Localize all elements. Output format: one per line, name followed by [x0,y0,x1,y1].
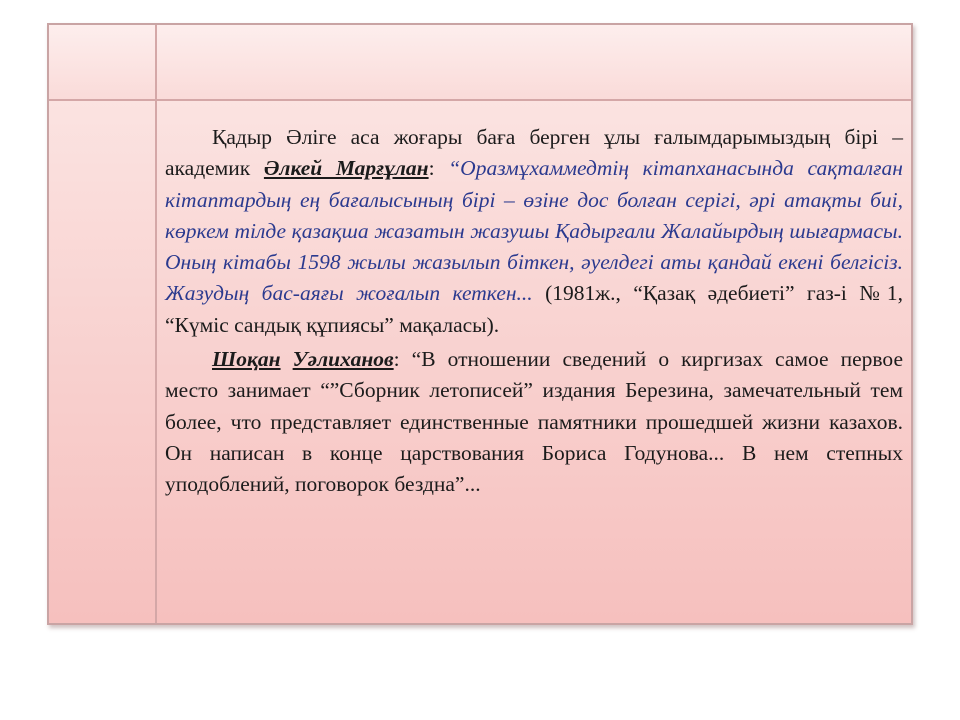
author-space [281,347,293,371]
paragraph1-source: (1981ж., “Қазақ әдебиеті” газ-і №1, “Күміс сандық құпиясы” мақаласы). [165,281,903,337]
paragraph1-intro: Қадыр Әліге аса жоғары баға берген ұлы ғалымдарымыздың бірі – академик [165,125,903,181]
paragraph-valikhanov [165,344,903,500]
content-text-block [165,122,903,501]
paragraph-margulan [165,122,903,341]
table-cell-bottom-left [49,101,157,623]
table-cell-top-right [157,25,911,101]
valikhanov-quote: : “В отношении сведений о киргизах самое первое место занимает “”Сборник летописей” издания Березина, замечательный тем более, что представляет единственные памятники прошедшей жизни казахов. Он написан в конце царствования Бориса Годунова... В нем степных уподоблений, поговорок бездна”... [165,347,903,497]
margulan-quote: “Оразмұхаммедтің кітапханасында сақталған кітаптардың ең бағалысының бірі – өзіне дос болған серігі, әрі атақты биі, көркем тілде қазақша жазатын жазушы Қадырғали Жалайырдың шығармасы. Оның кітабы 1598 жылы жазылып біткен, әуелдегі аты қандай екені белгісіз. Жазудың бас-аяғы жоғалып кеткен... [165,156,903,306]
author-margulan: Әлкей Марғұлан [263,156,429,181]
table-cell-top-left [49,25,157,101]
author-valikhanov-first: Шоқан [212,347,281,372]
author-valikhanov-last: Уәлиханов [292,347,394,372]
paragraph1-colon: : [428,156,449,181]
